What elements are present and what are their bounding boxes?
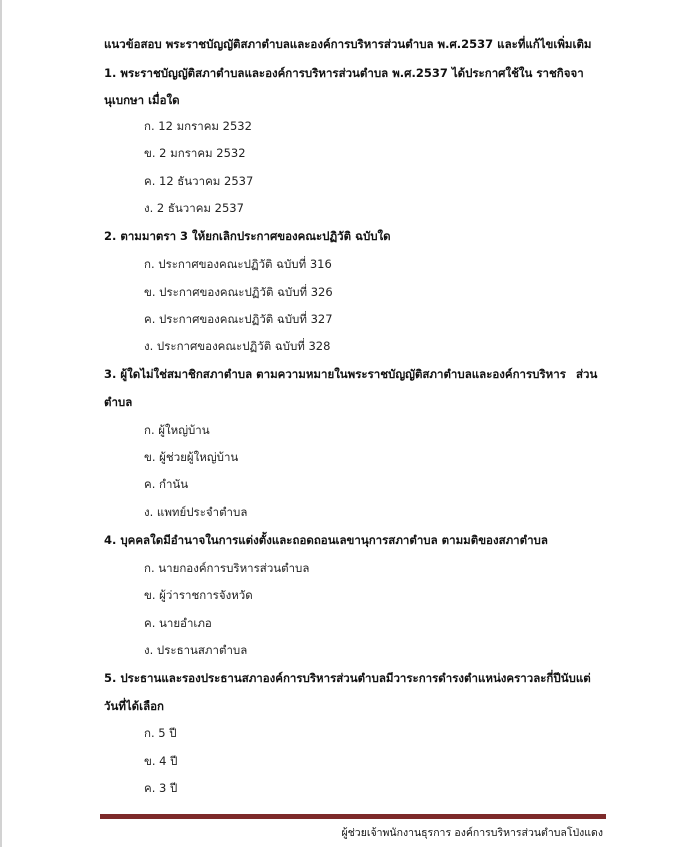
question-4-option-d: ง. ประธานสภาตำบล	[144, 643, 248, 657]
question-1-line-2: นุเบกษา เมื่อใด	[104, 93, 180, 107]
question-1-option-c: ค. 12 ธันวาคม 2537	[144, 174, 254, 188]
question-1-line-1: 1. พระราชบัญญัติสภาตำบลและองค์การบริหารส่วนตำบล พ.ศ.2537 ได้ประกาศใช้ใน ราชกิจจา	[104, 66, 584, 80]
question-2-option-b: ข. ประกาศของคณะปฏิวัติ ฉบับที่ 326	[144, 285, 333, 299]
question-2-option-c: ค. ประกาศของคณะปฏิวัติ ฉบับที่ 327	[144, 312, 333, 326]
question-2-option-d: ง. ประกาศของคณะปฏิวัติ ฉบับที่ 328	[144, 339, 331, 353]
question-2-option-a: ก. ประกาศของคณะปฏิวัติ ฉบับที่ 316	[144, 257, 332, 271]
footer-rule	[100, 814, 606, 819]
question-4-line-1: 4. บุคคลใดมีอำนาจในการแต่งตั้งและถอดถอนเลขานุการสภาตำบล ตามมติของสภาตำบล	[104, 533, 548, 547]
question-3-line-2: ตำบล	[104, 395, 133, 409]
document-header: แนวข้อสอบ พระราชบัญญัติสภาตำบลและองค์การบริหารส่วนตำบล พ.ศ.2537 และที่แก้ไขเพิ่มเติม	[104, 37, 592, 51]
question-3-line-1-tail: ส่วน	[576, 367, 598, 381]
document-footer: ผู้ช่วยเจ้าพนักงานธุรการ องค์การบริหารส่วนตำบลโป่งแดง	[341, 827, 603, 839]
question-5-option-c: ค. 3 ปี	[144, 781, 178, 795]
question-4-option-c: ค. นายอำเภอ	[144, 616, 212, 630]
question-2-line-1: 2. ตามมาตรา 3 ให้ยกเลิกประกาศของคณะปฏิวัติ ฉบับใด	[104, 229, 391, 243]
question-1-option-a: ก. 12 มกราคม 2532	[144, 119, 252, 133]
question-5-option-b: ข. 4 ปี	[144, 754, 178, 768]
question-3-option-b: ข. ผู้ช่วยผู้ใหญ่บ้าน	[144, 450, 239, 464]
question-5-line-1: 5. ประธานและรองประธานสภาองค์การบริหารส่วนตำบลมีวาระการดำรงตำแหน่งคราวละกี่ปีนับแต่	[104, 671, 591, 685]
question-3-option-c: ค. กำนัน	[144, 477, 189, 491]
question-3-line-1: 3. ผู้ใดไม่ใช่สมาชิกสภาตำบล ตามความหมายในพระราชบัญญัติสภาตำบลและองค์การบริหาร	[104, 367, 566, 381]
question-1-option-d: ง. 2 ธันวาคม 2537	[144, 201, 244, 215]
question-4-option-b: ข. ผู้ว่าราชการจังหวัด	[144, 588, 253, 602]
question-3-option-a: ก. ผู้ใหญ่บ้าน	[144, 423, 210, 437]
question-5-option-a: ก. 5 ปี	[144, 726, 177, 740]
question-4-option-a: ก. นายกองค์การบริหารส่วนตำบล	[144, 561, 310, 575]
question-1-option-b: ข. 2 มกราคม 2532	[144, 146, 246, 160]
question-5-line-2: วันที่ได้เลือก	[104, 699, 164, 713]
question-3-option-d: ง. แพทย์ประจำตำบล	[144, 505, 248, 519]
